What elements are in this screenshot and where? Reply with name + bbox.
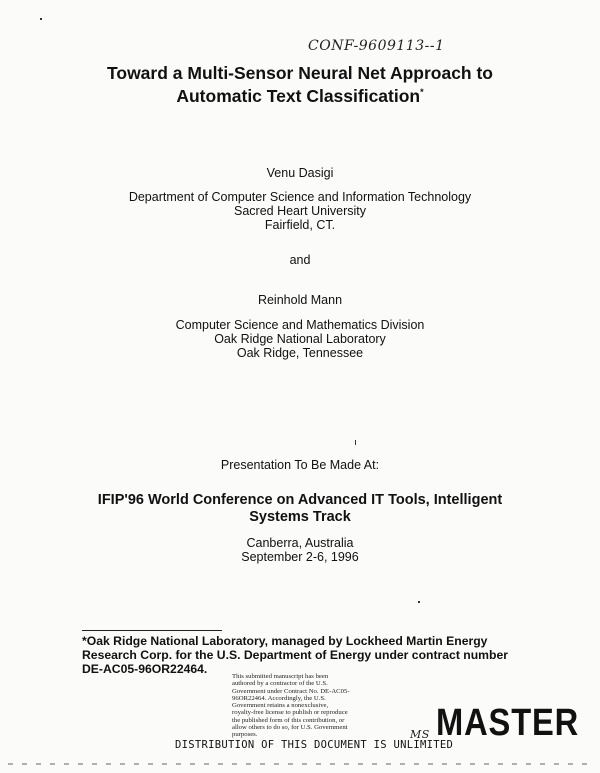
conference-line-2: Systems Track xyxy=(249,509,351,525)
footnote-line-3: DE-AC05-96OR22464. xyxy=(82,662,208,676)
title-line-1: Toward a Multi-Sensor Neural Net Approach to xyxy=(106,63,493,83)
disclaimer-line: Government retains a nonexclusive, xyxy=(232,702,329,710)
author2-location: Oak Ridge, Tennessee xyxy=(236,346,364,360)
disclaimer-line: allow others to do so, for U.S. Government xyxy=(232,724,348,732)
handwritten-report-number: CONF-9609113--1 xyxy=(308,38,445,54)
footnote-line-2: Research Corp. for the U.S. Department of Energy under contract number xyxy=(82,648,508,662)
title-line-2-text: Automatic Text Classification xyxy=(176,85,421,106)
author2-lab: Oak Ridge National Laboratory xyxy=(214,332,386,346)
author1-name: Venu Dasigi xyxy=(266,166,334,180)
author1-affiliation xyxy=(0,190,600,232)
handwritten-initials: MS xyxy=(410,728,430,741)
author-conjunction: and xyxy=(289,253,311,267)
disclaimer-line: the published form of this contribution, or xyxy=(232,716,345,724)
footnote xyxy=(82,634,522,676)
author1-university: Sacred Heart University xyxy=(234,204,366,218)
author2-affiliation xyxy=(0,318,600,360)
title-line-2 xyxy=(0,83,600,106)
presentation-heading: Presentation To Be Made At: xyxy=(220,458,380,472)
disclaimer-line: royalty-free license to publish or reproduce xyxy=(232,709,348,717)
disclaimer-line: This submitted manuscript has been xyxy=(232,673,329,680)
government-disclaimer xyxy=(232,673,392,739)
scan-speck xyxy=(418,601,420,603)
conference-dates: September 2-6, 1996 xyxy=(241,550,359,564)
footnote-line-1: *Oak Ridge National Laboratory, managed by Lockheed Martin Energy xyxy=(82,634,488,648)
conference-name xyxy=(0,492,600,526)
scan-speck xyxy=(355,440,356,445)
scan-speck xyxy=(40,18,42,20)
footnote-rule xyxy=(82,630,222,631)
conference-city: Canberra, Australia xyxy=(246,536,354,550)
disclaimer-line: authored by a contractor of the U.S. xyxy=(232,680,328,688)
disclaimer-line: purposes. xyxy=(232,731,258,739)
author1-department: Department of Computer Science and Information Technology xyxy=(128,190,472,204)
author2-division: Computer Science and Mathematics Division xyxy=(175,318,425,332)
author2-name: Reinhold Mann xyxy=(257,293,343,307)
author1-location: Fairfield, CT. xyxy=(264,218,336,232)
disclaimer-line: Government under Contract No. DE-AC05- xyxy=(232,687,350,695)
master-stamp: MASTER xyxy=(436,702,580,744)
scan-edge-noise xyxy=(8,763,593,765)
title-footnote-marker: * xyxy=(420,87,424,97)
disclaimer-line: 96OR22464. Accordingly, the U.S. xyxy=(232,694,326,702)
conference-venue xyxy=(0,536,600,564)
paper-title xyxy=(0,64,600,106)
distribution-statement: DISTRIBUTION OF THIS DOCUMENT IS UNLIMITED xyxy=(175,739,454,751)
conference-line-1: IFIP'96 World Conference on Advanced IT Tools, Intelligent xyxy=(97,492,503,508)
